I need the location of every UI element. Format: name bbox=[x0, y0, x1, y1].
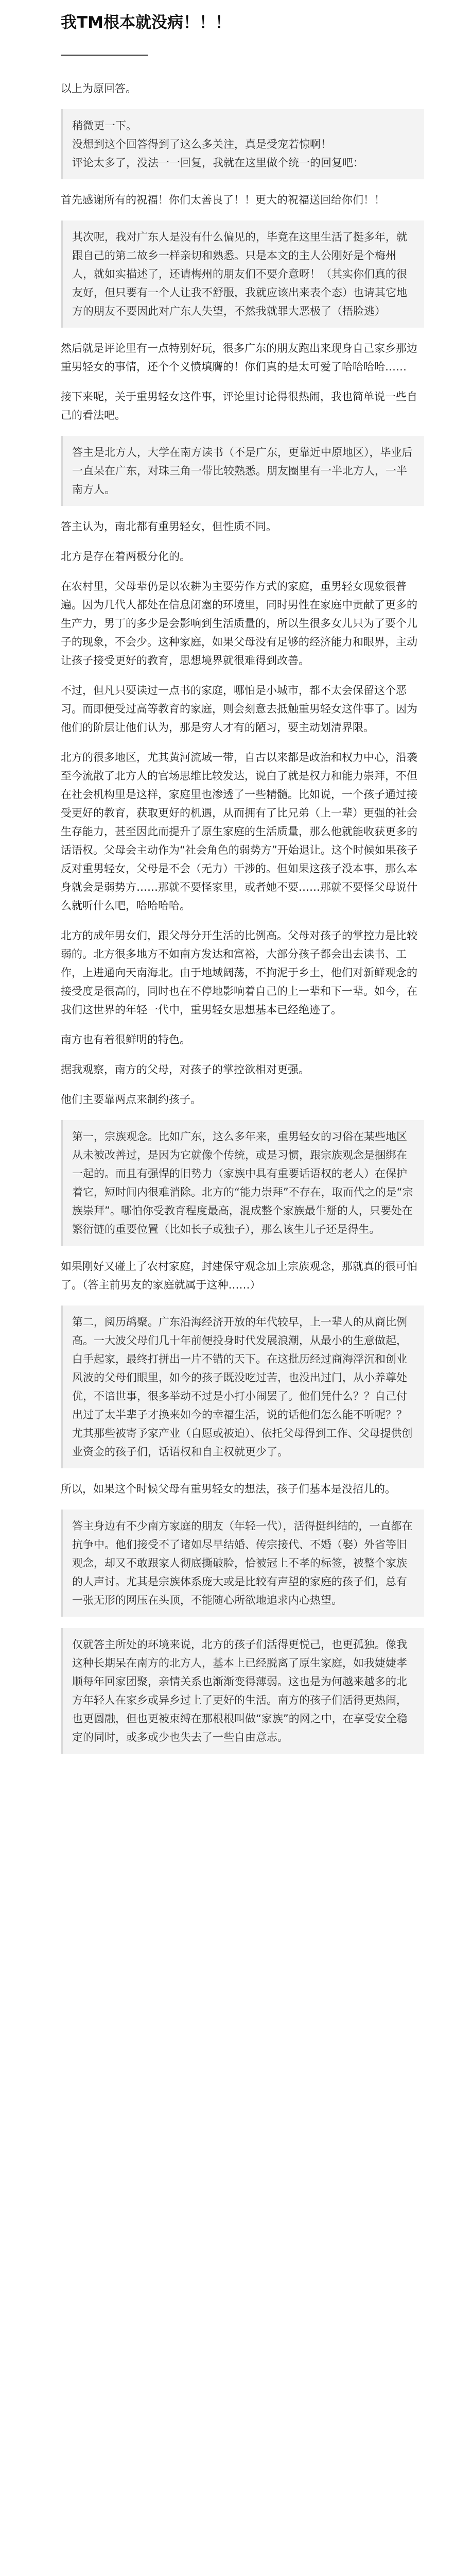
paragraph-text: 南方也有着很鲜明的特色。 bbox=[61, 1033, 190, 1046]
paragraph-text: 稍微更一下。 bbox=[72, 120, 137, 132]
paragraph-block bbox=[61, 339, 424, 376]
paragraph-text: 答主身边有不少南方家庭的朋友（年轻一代），活得挺纠结的，一直都在抗争中。他们接受不了诸如尽早结婚、传宗接代、不婚（娶）外省等旧观念，却又不敢跟家人彻底撕破脸，恰被冠上不孝的标签，被整个家族的人声讨。尤其是宗族体系庞大或是比较有声望的家庭的孩子们，总有一张无形的网压在头顶，不能随心所欲地追求内心热望。 bbox=[72, 1520, 413, 1606]
paragraph-block-highlighted bbox=[61, 1306, 424, 1468]
paragraph-text: 答主认为，南北都有重男轻女，但性质不同。 bbox=[61, 520, 277, 533]
paragraph-text: 接下来呢，关于重男轻女这件事，评论里讨论得很热闹，我也简单说一些自己的看法吧。 bbox=[61, 391, 417, 421]
paragraph-text: 北方是存在着两极分化的。 bbox=[61, 550, 190, 563]
paragraph-text: 据我观察，南方的父母，对孩子的掌控欲相对更强。 bbox=[61, 1063, 309, 1076]
paragraph-block bbox=[61, 1030, 424, 1049]
paragraph-block bbox=[61, 547, 424, 566]
paragraph-text: 仅就答主所处的环境来说，北方的孩子们活得更悦己，也更孤独。像我这种长期呆在南方的北方人，基本上已经脱离了原生家庭，如我婕婕孝顺每年回家团聚，亲情关系也渐渐变得薄弱。这也是为何越来越多的北方年轻人在家乡或异乡过上了更好的生活。南方的孩子们活得更热闹，也更圆融，但也更被束缚在那根根叫做“家族”的网之中，在享受安全稳定的同时，或多或少也失去了一些自由意志。 bbox=[72, 1638, 408, 1743]
paragraph-block-highlighted bbox=[61, 1510, 424, 1617]
paragraph-block-highlighted bbox=[61, 1120, 424, 1246]
paragraph-text: 第一，宗族观念。比如广东，这么多年来，重男轻女的习俗在某些地区从未被改善过，是因为它就像个传统，或是习惯，跟宗族观念是捆绑在一起的。而且有强悍的旧势力（家族中具有重要话语权的老人）在保护着它，短时间内很难消除。北方的“能力崇拜”不存在，取而代之的是“宗族崇拜”。哪怕你受教育程度最高，混成整个家族最牛掰的人，只要处在繁衍链的重要位置（比如长子或独子），那么该生儿子还是得生。 bbox=[72, 1130, 413, 1235]
post-title: 我TM根本就没病！！！ bbox=[61, 13, 231, 32]
paragraph-text: 评论太多了，没法一一回复，我就在这里做个统一的回复吧： bbox=[72, 157, 364, 169]
post-content bbox=[61, 79, 424, 1754]
paragraph-block bbox=[61, 681, 424, 737]
paragraph-text: 第二，阅历鸪聚。广东沿海经济开放的年代较早，上一辈人的从商比例高。一大波父母们几十年前便投身时代发展浪潮，从最小的生意做起，白手起家，最终打拼出一片不错的天下。在这批历经过商海浮沉和创业风波的父母们眼里，如今的孩子既没吃过苦，也没出过门，从小养尊处优，不谙世事，很多举动不过是小打小闹罢了。他们凭什么？？自己付出过了太半辈子才换来如今的幸福生活，说的话他们怎么能不听呢？？尤其那些被寄予家产业（自愿或被迫）、依托父母得到工作、父母提供创业资金的孩子们，话语权和自主权就更少了。 bbox=[72, 1316, 413, 1458]
paragraph-text: 如果刚好又碰上了农村家庭，封建保守观念加上宗族观念，那就真的很可怕了。（答主前男友的家庭就属于这种……） bbox=[61, 1260, 417, 1291]
paragraph-block bbox=[61, 517, 424, 536]
paragraph-text: 首先感谢所有的祝福！你们太善良了！！更大的祝福送回给你们！！ bbox=[61, 194, 385, 206]
paragraph-block-highlighted bbox=[61, 109, 424, 179]
paragraph-text: 所以，如果这个时候父母有重男轻女的想法，孩子们基本是没招儿的。 bbox=[61, 1483, 396, 1495]
paragraph-block bbox=[61, 387, 424, 425]
paragraph-text: 答主是北方人，大学在南方读书（不是广东，更靠近中原地区），毕业后一直呆在广东，对珠三角一带比较熟悉。朋友圈里有一半北方人，一半南方人。 bbox=[72, 446, 413, 496]
divider-line bbox=[61, 55, 148, 56]
paragraph-text: 北方的成年男女们，跟父母分开生活的比例高。父母对孩子的掌控力是比较弱的。北方很多地方不如南方发达和富裕，大部分孩子都会出去读书、工作，上进通向天南海北。由于地域阔荡，不拘泥于乡土，他们对新鲜观念的接受度是很高的，同时也在不停地影响着自己的上一辈和下一辈。如今，在我们这世界的年轻一代中，重男轻女思想基本已经绝迹了。 bbox=[61, 929, 417, 1016]
paragraph-block-highlighted bbox=[61, 221, 424, 328]
paragraph-text: 然后就是评论里有一点特别好玩，很多广东的朋友跑出来现身自己家乡那边重男轻女的事情，还个个义愤填膺的！你们真的是太可爱了哈哈哈哈…… bbox=[61, 342, 417, 373]
paragraph-block bbox=[61, 577, 424, 670]
paragraph-text: 没想到这个回答得到了这么多关注，真是受宠若惊啊！ bbox=[72, 138, 331, 150]
paragraph-block bbox=[61, 926, 424, 1019]
paragraph-text: 在农村里，父母辈仍是以农耕为主要劳作方式的家庭，重男轻女现象很普遍。因为几代人都处在信息闭塞的环境里，同时男性在家庭中贡献了更多的生产力，男丁的多少是会影响到生活质量的，所以生很多女儿只为了要个儿子的现象，不会少。这种家庭，如果父母没有足够的经济能力和眼界，主动让孩子接受更好的教育，思想境界就很难得到改善。 bbox=[61, 580, 417, 667]
paragraph-text: 以上为原回答。 bbox=[61, 82, 136, 95]
paragraph-block-highlighted bbox=[61, 1628, 424, 1754]
paragraph-text: 他们主要靠两点来制约孩子。 bbox=[61, 1093, 201, 1106]
paragraph-block bbox=[61, 1257, 424, 1294]
paragraph-block bbox=[61, 748, 424, 915]
paragraph-text: 其次呢，我对广东人是没有什么偏见的，毕竟在这里生活了挺多年，就跟自己的第二故乡一样亲切和熟悉。只是本文的主人公刚好是个梅州人，就如实描述了，还请梅州的朋友们不要介意呀！（其实你们真的很友好，但只要有一个人让我不舒服，我就应该出来表个态）也请其它地方的朋友不要因此对广东人失望，不然我就罪大恶极了（捂脸逃） bbox=[72, 231, 407, 317]
paragraph-block bbox=[61, 1090, 424, 1109]
paragraph-block bbox=[61, 79, 424, 98]
paragraph-block bbox=[61, 1060, 424, 1079]
paragraph-block bbox=[61, 191, 424, 209]
paragraph-block bbox=[61, 1480, 424, 1498]
paragraph-block-highlighted bbox=[61, 436, 424, 506]
paragraph-text: 不过，但凡只要读过一点书的家庭，哪怕是小城市，都不太会保留这个恶习。而即便受过高等教育的家庭，则会刻意去抵触重男轻女这件事了。因为他们的阶层让他们认为，那是穷人才有的陋习，要主动划清界限。 bbox=[61, 684, 417, 734]
paragraph-text: 北方的很多地区，尤其黄河流域一带，自古以来都是政治和权力中心，沿袭至今流散了北方人的官场思维比较发达，说白了就是权力和能力崇拜，不但在社会机构里是这样，家庭里也渗透了一些精髓。比如说，一个孩子通过接受更好的教育，获取更好的机遇，从而拥有了比兄弟（上一辈）更强的社会生存能力，甚至因此而提升了原生家庭的生活质量，那么他就能收获更多的话语权。父母会主动作为“社会角色的弱势方”开始退让。这个时候如果孩子反对重男轻女，父母是不会（无力）干涉的。但如果这孩子没本事，那么本身就会是弱势方……那就不要怪家里，或者她不要……那就不要怪父母说什么就听什么吧，哈哈哈哈。 bbox=[61, 751, 418, 912]
